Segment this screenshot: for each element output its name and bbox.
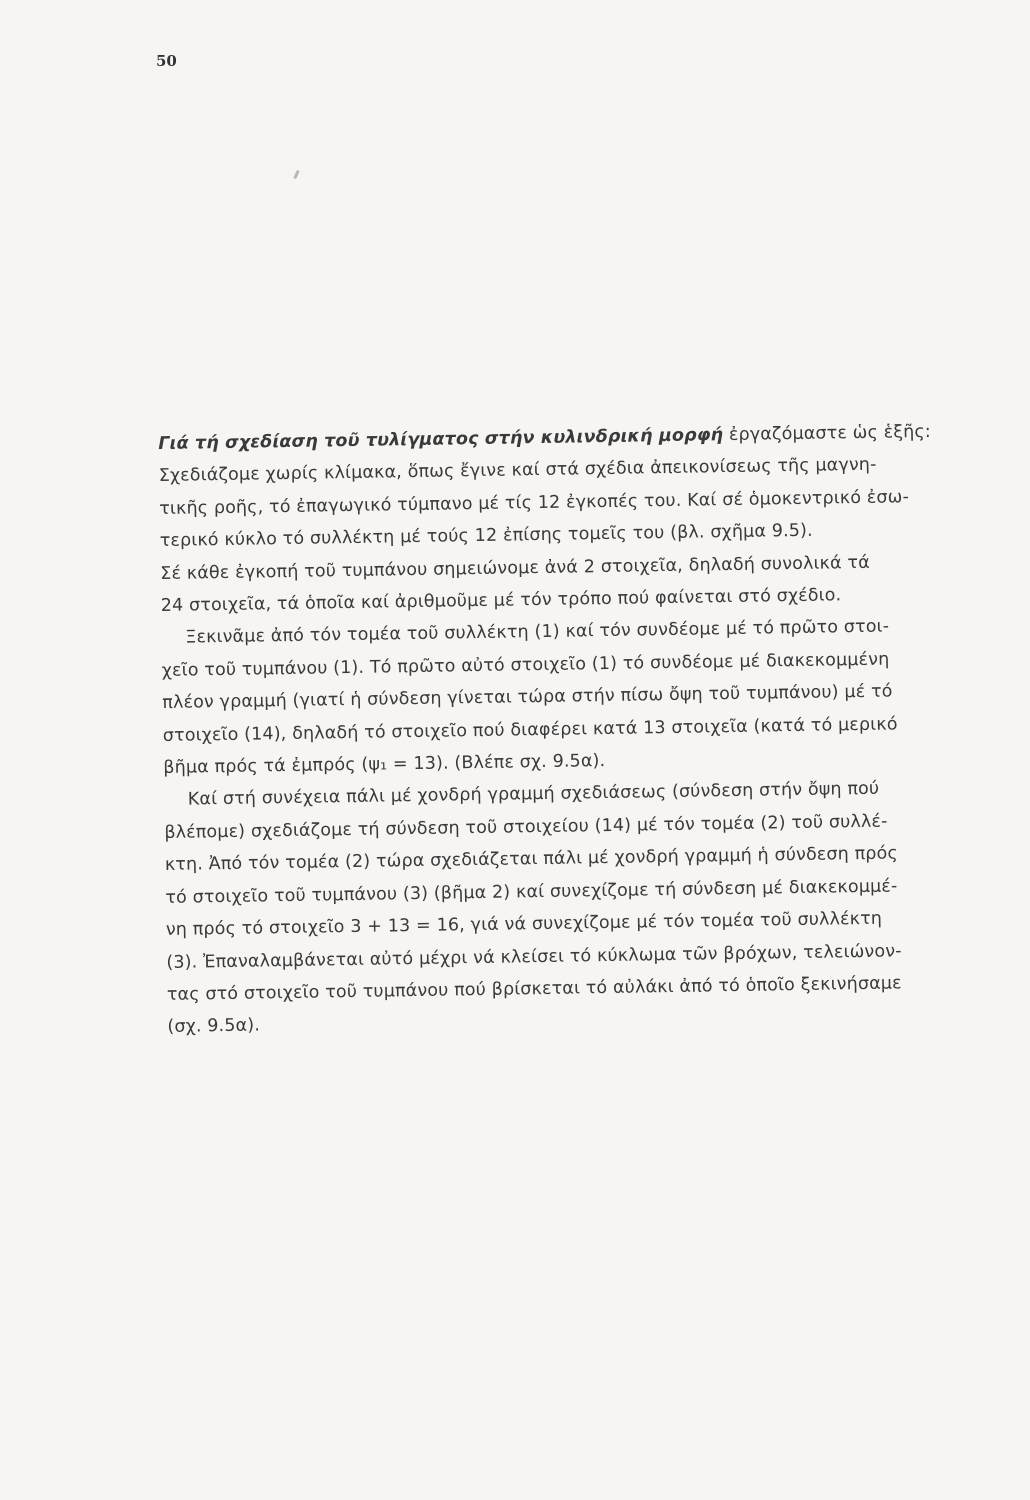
text-line: πλέον γραμμή (γιατί ἡ σύνδεση γίνεται τώρα στήν πίσω ὄψη τοῦ τυμπάνου) μέ τό [162,681,893,714]
text-line: τικῆς ροῆς, τό ἐπαγωγικό τύμπανο μέ τίς 12 ἐγκοπές του. Καί σέ ὁμοκεντρικό ἐσω- [159,487,910,519]
section-heading: Γιά τή σχεδίαση τοῦ τυλίγματος στήν κυλινδρική μορφή [158,425,724,454]
text-line: στοιχεῖο (14), δηλαδή τό στοιχεῖο πού διαφέρει κατά 13 στοιχεῖα (κατά τό μερικό [162,714,898,746]
text-line: νη πρός τό στοιχεῖο 3 + 13 = 16, γιά νά συνεχίζομε μέ τόν τομέα τοῦ συλλέκτη [165,908,883,941]
body-text [158,415,998,1044]
text-line: (σχ. 9.5α). [167,1015,261,1038]
text-line: βῆμα πρός τά ἐμπρός (ψ₁ = 13). (Βλέπε σχ. 9.5α). [163,751,606,779]
text-line: τερικό κύκλο τό συλλέκτη μέ τούς 12 ἐπίσης τομεῖς του (βλ. σχῆμα 9.5). [159,520,813,552]
page-number: 50 [156,52,177,70]
text-line: Ξεκινᾶμε ἀπό τόν τομέα τοῦ συλλέκτη (1) καί τόν συνδέομε μέ τό πρῶτο στοι- [185,616,890,649]
text-line: Καί στή συνέχεια πάλι μέ χονδρή γραμμή σχεδιάσεως (σύνδεση στήν ὄψη πού [187,779,880,811]
text-line: τας στό στοιχεῖο τοῦ τυμπάνου πού βρίσκεται τό αὐλάκι ἀπό τό ὁποῖο ξεκινήσαμε [166,973,902,1005]
text-line: 24 στοιχεῖα, τά ὁποῖα καί ἀριθμοῦμε μέ τόν τρόπο πού φαίνεται στό σχέδιο. [160,585,842,617]
text-line: Σέ κάθε ἐγκοπή τοῦ τυμπάνου σημειώνομε ἀνά 2 στοιχεῖα, δηλαδή συνολικά τά [160,552,870,584]
heading-continuation: ἐργαζόμαστε ὡς ἑξῆς: [723,421,932,446]
text-line: (3). Ἐπαναλαμβάνεται αὐτό μέχρι νά κλείσει τό κύκλωμα τῶν βρόχων, τελειώνον- [166,940,902,973]
text-line: Σχεδιάζομε χωρίς κλίμακα, ὅπως ἔγινε καί στά σχέδια ἀπεικονίσεως τῆς μαγνη- [158,455,877,487]
text-line: χεῖο τοῦ τυμπάνου (1). Τό πρῶτο αὐτό στοιχεῖο (1) τό συνδέομε μέ διακεκομμένη [161,649,890,681]
text-line: κτη. Ἀπό τόν τομέα (2) τώρα σχεδιάζεται πάλι μέ χονδρή γραμμή ἡ σύνδεση πρός [164,843,899,876]
text-line: βλέπομε) σχεδιάζομε τή σύνδεση τοῦ στοιχείου (14) μέ τόν τομέα (2) τοῦ συλλέ- [164,811,888,843]
text-line: τό στοιχεῖο τοῦ τυμπάνου (3) (βῆμα 2) καί συνεχίζομε τή σύνδεση μέ διακεκομμέ- [165,876,898,908]
scan-mark [293,170,300,179]
